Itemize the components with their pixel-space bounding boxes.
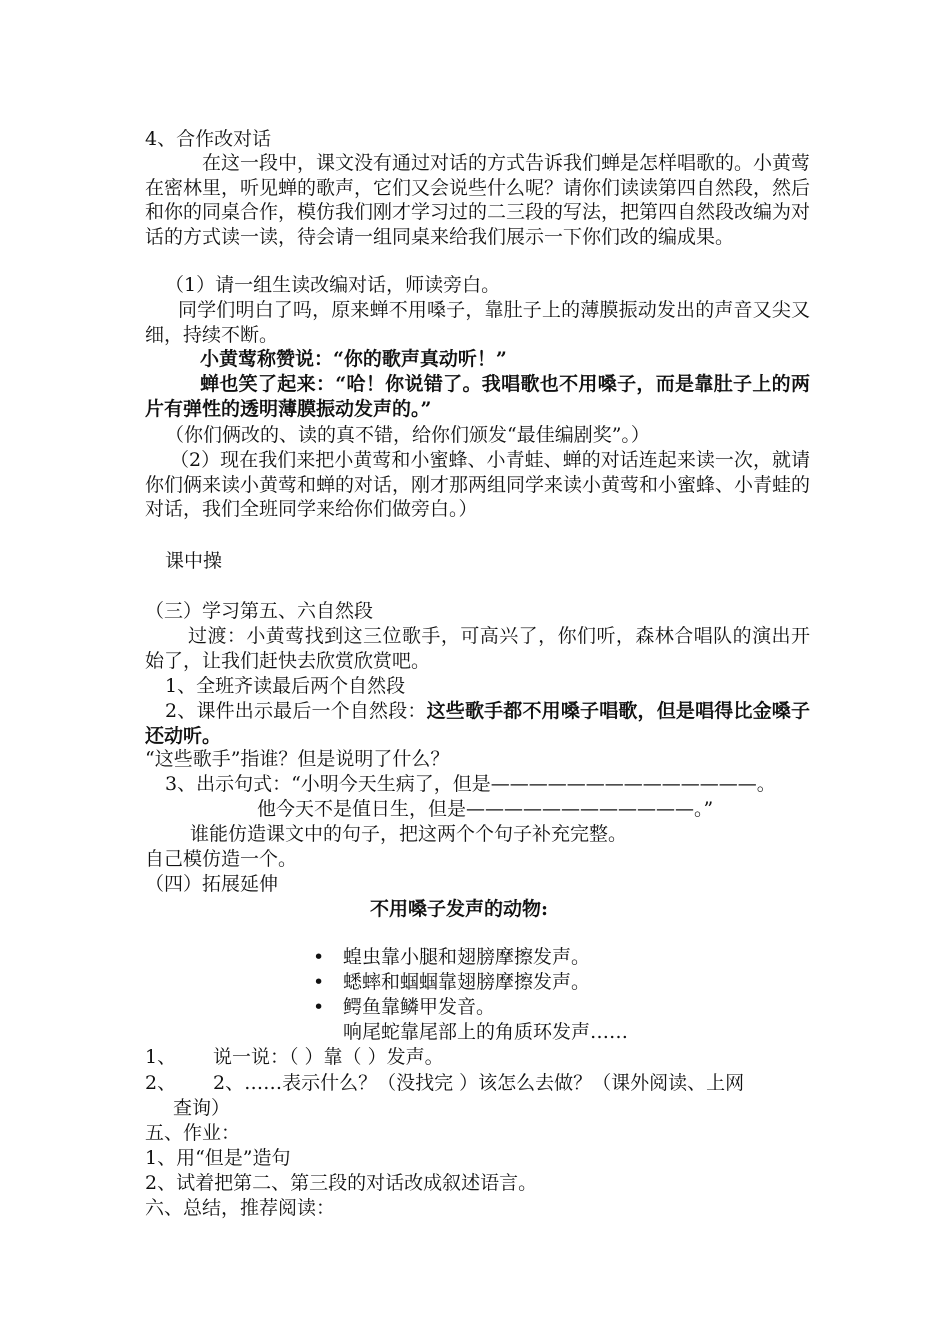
paragraph: 自己模仿造一个。 — [145, 848, 298, 870]
list-item — [313, 970, 590, 994]
paragraph: “这些歌手”指谁？但是说明了什么？ — [145, 748, 450, 770]
section-title: 课中操 — [165, 550, 223, 572]
list-item: 1、全班齐读最后两个自然段 — [165, 675, 406, 697]
list-item: （1）请一组生读改编对话，师读旁白。 — [165, 274, 501, 296]
bullet-icon: • — [313, 946, 325, 968]
list-number: 2、 — [145, 1072, 177, 1094]
paragraph: 同学们明白了吗，原来蝉不用嗓子，靠肚子上的薄膜振动发出的声音又尖又细，持续不断。 — [145, 299, 810, 346]
list-item: 响尾蛇靠尾部上的角质环发声…… — [343, 1021, 629, 1043]
section-title: （四）拓展延伸 — [145, 873, 279, 895]
list-number: 1、 — [145, 1046, 177, 1068]
list-item — [145, 699, 810, 748]
list-item: 他今天不是值日生，但是————————————。” — [257, 798, 714, 820]
list-item: 说一说：（ ）靠（ ）发声。 — [213, 1046, 444, 1068]
list-item: 3、出示句式：“小明今天生病了，但是——————————————。 — [165, 773, 776, 795]
list-item: 2、试着把第二、第三段的对话改成叙述语言。 — [145, 1172, 538, 1194]
paragraph: 在这一段中，课文没有通过对话的方式告诉我们蝉是怎样唱歌的。小黄莺在密林里，听见蝉的歌声，它们又会说些什么呢？请你们读读第四自然段，然后和你的同桌合作，模仿我们刚才学习过的二三段的写法，把第四自然段改编为对话的方式读一读，待会请一组同桌来给我们展示一下你们改的编成果。 — [145, 152, 811, 248]
list-item — [313, 995, 495, 1019]
section-title: 五、作业： — [145, 1122, 241, 1144]
section-title: 4、合作改对话 — [145, 128, 272, 150]
list-item-text: 鳄鱼靠鳞甲发音。 — [343, 996, 496, 1018]
bold-dialogue: 小黄莺称赞说：“你的歌声真动听！” — [200, 348, 507, 370]
paragraph: （你们俩改的、读的真不错，给你们颁发“最佳编剧奖”。） — [165, 424, 650, 446]
list-item — [313, 945, 590, 969]
section-title: （三）学习第五、六自然段 — [145, 600, 374, 622]
list-item: （2）现在我们来把小黄莺和小蜜蜂、小青蛙、蝉的对话连起来读一次，就请你们俩来读小黄莺和蝉的对话，刚才那两组同学来读小黄莺和小蜜蜂、小青蛙的对话，我们全班同学来给你们做旁白。） — [145, 449, 811, 520]
bullet-icon: • — [313, 971, 325, 993]
section-title: 六、总结，推荐阅读： — [145, 1197, 336, 1219]
bullet-icon: • — [313, 996, 325, 1018]
list-item-text: 蝗虫靠小腿和翅膀摩擦发声。 — [343, 946, 591, 968]
bold-quote: 这些歌手都不用嗓子唱歌，但是唱得比金嗓子还动听。 — [145, 700, 810, 747]
list-item: 2、……表示什么？（没找完 ）该怎么去做？（课外阅读、上网 — [213, 1072, 745, 1094]
animals-title: 不用嗓子发声的动物: — [370, 898, 549, 920]
list-item-continuation: 查询） — [173, 1097, 231, 1119]
list-item: 1、用“但是”造句 — [145, 1147, 291, 1169]
list-item-text: 蟋蟀和蝈蝈靠翅膀摩擦发声。 — [343, 971, 591, 993]
paragraph: 谁能仿造课文中的句子，把这两个个句子补充完整。 — [190, 823, 628, 845]
list-item-text: 2、课件出示最后一个自然段： — [165, 700, 427, 722]
bold-dialogue: 蝉也笑了起来：“哈！你说错了。我唱歌也不用嗓子，而是靠肚子上的两片有弹性的透明薄膜振动发声的。” — [145, 373, 810, 420]
paragraph: 过渡：小黄莺找到这三位歌手，可高兴了，你们听，森林合唱队的演出开始了，让我们赶快去欣赏欣赏吧。 — [145, 625, 810, 672]
